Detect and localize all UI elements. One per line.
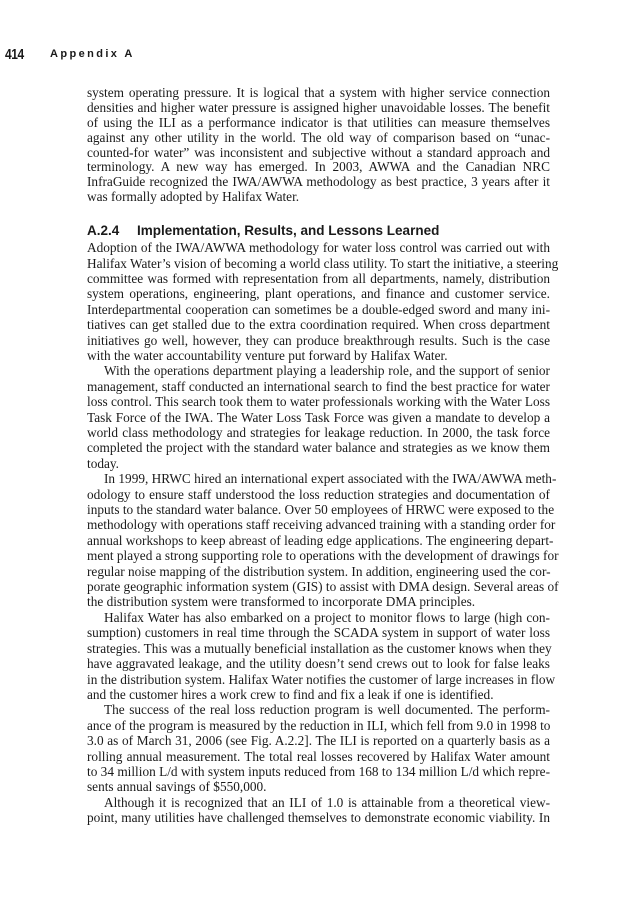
text-line: initiatives go well, however, they can produce breakthrough results. Such is the case [87,332,550,348]
text-line: to 34 million L/d with system inputs reduced from 168 to 134 million L/d which repre- [87,763,550,779]
text-line: sumption) customers in real time through the SCADA system in support of water loss [87,625,550,641]
text-line: regular noise mapping of the distribution system. In addition, engineering used the cor- [87,563,551,579]
text-line: with the water accountability venture put forward by Halifax Water. [87,347,448,363]
paragraph [87,795,550,826]
text-line: in the distribution system. Halifax Water notifies the customer of large increases in flow [87,671,556,687]
text-line: committee was formed with representation from all departments, namely, distribution [87,270,550,286]
text-line: Interdepartmental cooperation can sometimes be a double-edged sword and many ini- [87,301,550,317]
running-header [5,46,135,64]
text-line: terminology. A new way has emerged. In 2003, AWWA and the Canadian NRC [87,159,550,175]
section-title: Implementation, Results, and Lessons Learned [137,223,440,239]
text-line: loss control. This search took them to water professionals working with the Water Loss [87,394,551,410]
text-line: strategies. This was a mutually beneficial installation as the customer knows when they [87,640,552,656]
text-line: With the operations department playing a leadership role, and the support of senior [104,363,550,379]
paragraph [87,86,550,205]
text-line: Halifax Water has also embarked on a project to monitor flows to large (high con- [104,609,550,625]
text-line: inputs to the standard water balance. Over 50 employees of HRWC were exposed to the [87,502,555,518]
text-line: In 1999, HRWC hired an international expert associated with the IWA/AWWA meth- [104,471,557,487]
text-line: ment played a strong supporting role to operations with the development of drawings for [87,548,559,564]
text-line: management, staff conducted an international search to find the best practice for water [87,378,550,394]
text-line: porate geographic information system (GIS) to assist with DMA design. Several areas of [87,579,559,595]
text-line: completed the project with the standard water balance and strategies as we know them [87,440,550,456]
text-line: have aggravated leakage, and the utility doesn’t send crews out to look for false leaks [87,656,550,672]
text-line: tiatives can get stalled due to the extra coordination required. When cross department [87,317,550,333]
section-number: A.2.4 [87,223,120,239]
page-number: 414 [5,46,24,63]
text-line: methodology with operations staff receiving advanced training with a standing order for [87,517,556,533]
text-line: densities and higher water pressure is assigned higher unavoidable losses. The benefit [87,99,550,115]
text-line: sents annual savings of $550,000. [87,779,267,795]
text-line: InfraGuide recognized the IWA/AWWA methodology as best practice, 3 years after it [87,174,550,190]
text-line: was formally adopted by Halifax Water. [87,189,300,205]
text-line: of using the ILI as a performance indicator is that utilities can measure themselves [87,114,550,130]
paragraph [87,86,550,205]
text-line: 3.0 as of March 31, 2006 (see Fig. A.2.2]. The ILI is reported on a quarterly basis as a [87,733,550,749]
text-line: Halifax Water’s vision of becoming a world class utility. To start the initiative, a steering [87,255,559,271]
text-line: counted-for water” was inconsistent and subjective without a standard approach and [87,144,550,160]
text-line: against any other utility in the world. The old way of comparison based on “unac- [87,129,550,145]
text-line: system operating pressure. It is logical that a system with higher service connection [87,85,550,100]
text-line: the distribution system were transformed to incorporate DMA principles. [87,594,476,610]
paragraph [87,240,559,363]
running-title: Appendix A [50,48,135,60]
text-line: Task Force of the IWA. The Water Loss Task Force was given a mandate to develop a [87,409,550,425]
section-body [87,240,559,826]
text-line: ance of the program is measured by the reduction in ILI, which fell from 9.0 in 1998 to [87,717,551,733]
text-line: and the customer hires a work crew to find and fix a leak if one is identified. [87,686,494,702]
text-line: system operations, engineering, plant operations, and finance and customer service. [87,286,550,302]
text-line: rolling annual measurement. The total real losses recovered by Halifax Water amount [87,748,550,764]
text-line: point, many utilities have challenged themselves to demonstrate economic viability. In [87,810,550,826]
text-line: annual workshops to keep abreast of leading edge applications. The engineering depart- [87,532,554,548]
body-text [87,85,559,826]
paragraph [87,702,550,794]
text-line: Although it is recognized that an ILI of 1.0 is attainable from a theoretical view- [104,794,550,810]
section-heading [87,222,550,239]
text-line: today. [87,455,120,471]
paragraph [87,609,556,702]
text-line: Adoption of the IWA/AWWA methodology for water loss control was carried out with [87,240,550,256]
text-line: world class methodology and strategies for leakage reduction. In 2000, the task force [87,425,550,440]
paragraph [87,363,550,471]
paragraph [87,471,559,610]
text-line: odology to ensure staff understood the loss reduction strategies and documentation of [87,486,550,502]
text-line: The success of the real loss reduction program is well documented. The perform- [104,702,550,718]
